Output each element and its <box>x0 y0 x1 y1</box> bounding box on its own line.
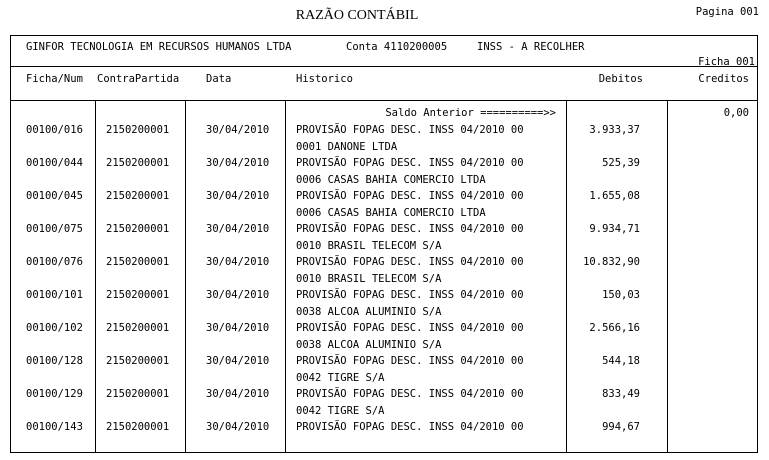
cell-data: 30/04/2010 <box>206 157 270 169</box>
cell-historico-detail: 0006 CASAS BAHIA COMERCIO LTDA <box>296 207 486 219</box>
cell-debito: 1.655,08 <box>589 190 640 202</box>
cell-debito: 525,39 <box>602 157 640 169</box>
cell-historico: PROVISÃO FOPAG DESC. INSS 04/2010 00 <box>296 256 524 268</box>
cell-data: 30/04/2010 <box>206 124 270 136</box>
cell-contrapartida: 2150200001 <box>106 421 170 433</box>
cell-ficha: 00100/016 <box>26 124 83 136</box>
cell-debito: 150,03 <box>602 289 640 301</box>
page-title: RAZÃO CONTÁBIL <box>295 8 419 23</box>
cell-ficha: 00100/076 <box>26 256 83 268</box>
column-header-divider <box>11 100 757 101</box>
cell-contrapartida: 2150200001 <box>106 322 170 334</box>
column-header-contrapartida: ContraPartida <box>97 73 180 85</box>
cell-ficha: 00100/129 <box>26 388 83 400</box>
cell-data: 30/04/2010 <box>206 322 270 334</box>
cell-contrapartida: 2150200001 <box>106 124 170 136</box>
cell-debito: 10.832,90 <box>583 256 640 268</box>
column-header-debitos: Debitos <box>598 73 643 85</box>
cell-data: 30/04/2010 <box>206 223 270 235</box>
cell-historico: PROVISÃO FOPAG DESC. INSS 04/2010 00 <box>296 289 524 301</box>
company-name: GINFOR TECNOLOGIA EM RECURSOS HUMANOS LTDA <box>26 41 292 53</box>
column-divider <box>667 101 668 452</box>
cell-ficha: 00100/101 <box>26 289 83 301</box>
cell-ficha: 00100/044 <box>26 157 83 169</box>
cell-ficha: 00100/045 <box>26 190 83 202</box>
cell-historico: PROVISÃO FOPAG DESC. INSS 04/2010 00 <box>296 124 524 136</box>
column-header-historico: Historico <box>296 73 353 85</box>
ledger-table <box>10 35 758 453</box>
cell-historico: PROVISÃO FOPAG DESC. INSS 04/2010 00 <box>296 355 524 367</box>
cell-ficha: 00100/075 <box>26 223 83 235</box>
cell-ficha: 00100/143 <box>26 421 83 433</box>
cell-historico-detail: 0001 DANONE LTDA <box>296 141 398 153</box>
cell-debito: 994,67 <box>602 421 640 433</box>
cell-ficha: 00100/102 <box>26 322 83 334</box>
cell-data: 30/04/2010 <box>206 421 270 433</box>
cell-historico: PROVISÃO FOPAG DESC. INSS 04/2010 00 <box>296 322 524 334</box>
cell-debito: 3.933,37 <box>589 124 640 136</box>
column-divider <box>95 101 96 452</box>
cell-ficha: 00100/128 <box>26 355 83 367</box>
cell-data: 30/04/2010 <box>206 289 270 301</box>
column-divider <box>566 101 567 452</box>
cell-historico: PROVISÃO FOPAG DESC. INSS 04/2010 00 <box>296 190 524 202</box>
account-number: Conta 4110200005 <box>346 41 448 53</box>
ficha-label: Ficha 001 <box>698 56 755 68</box>
column-header-creditos: Creditos <box>698 73 749 85</box>
cell-contrapartida: 2150200001 <box>106 355 170 367</box>
column-header-ficha: Ficha/Num <box>26 73 83 85</box>
cell-data: 30/04/2010 <box>206 256 270 268</box>
cell-historico-detail: 0010 BRASIL TELECOM S/A <box>296 273 442 285</box>
cell-data: 30/04/2010 <box>206 190 270 202</box>
cell-contrapartida: 2150200001 <box>106 256 170 268</box>
page-number: Pagina 001 <box>695 6 759 18</box>
cell-debito: 9.934,71 <box>589 223 640 235</box>
column-divider <box>185 101 186 452</box>
cell-historico: PROVISÃO FOPAG DESC. INSS 04/2010 00 <box>296 157 524 169</box>
saldo-anterior-label: Saldo Anterior ==========>> <box>385 107 556 119</box>
cell-data: 30/04/2010 <box>206 355 270 367</box>
cell-historico: PROVISÃO FOPAG DESC. INSS 04/2010 00 <box>296 388 524 400</box>
cell-historico-detail: 0038 ALCOA ALUMINIO S/A <box>296 339 442 351</box>
cell-debito: 833,49 <box>602 388 640 400</box>
saldo-anterior-value: 0,00 <box>723 107 749 119</box>
cell-debito: 544,18 <box>602 355 640 367</box>
cell-contrapartida: 2150200001 <box>106 289 170 301</box>
cell-historico-detail: 0042 TIGRE S/A <box>296 405 385 417</box>
cell-data: 30/04/2010 <box>206 388 270 400</box>
cell-historico-detail: 0038 ALCOA ALUMINIO S/A <box>296 306 442 318</box>
cell-historico-detail: 0006 CASAS BAHIA COMERCIO LTDA <box>296 174 486 186</box>
cell-historico: PROVISÃO FOPAG DESC. INSS 04/2010 00 <box>296 223 524 235</box>
column-divider <box>285 101 286 452</box>
cell-debito: 2.566,16 <box>589 322 640 334</box>
cell-contrapartida: 2150200001 <box>106 388 170 400</box>
cell-contrapartida: 2150200001 <box>106 223 170 235</box>
cell-historico-detail: 0042 TIGRE S/A <box>296 372 385 384</box>
header-divider <box>11 66 757 67</box>
column-header-data: Data <box>206 73 232 85</box>
cell-contrapartida: 2150200001 <box>106 157 170 169</box>
cell-historico: PROVISÃO FOPAG DESC. INSS 04/2010 00 <box>296 421 524 433</box>
cell-contrapartida: 2150200001 <box>106 190 170 202</box>
account-name: INSS - A RECOLHER <box>477 41 585 53</box>
cell-historico-detail: 0010 BRASIL TELECOM S/A <box>296 240 442 252</box>
